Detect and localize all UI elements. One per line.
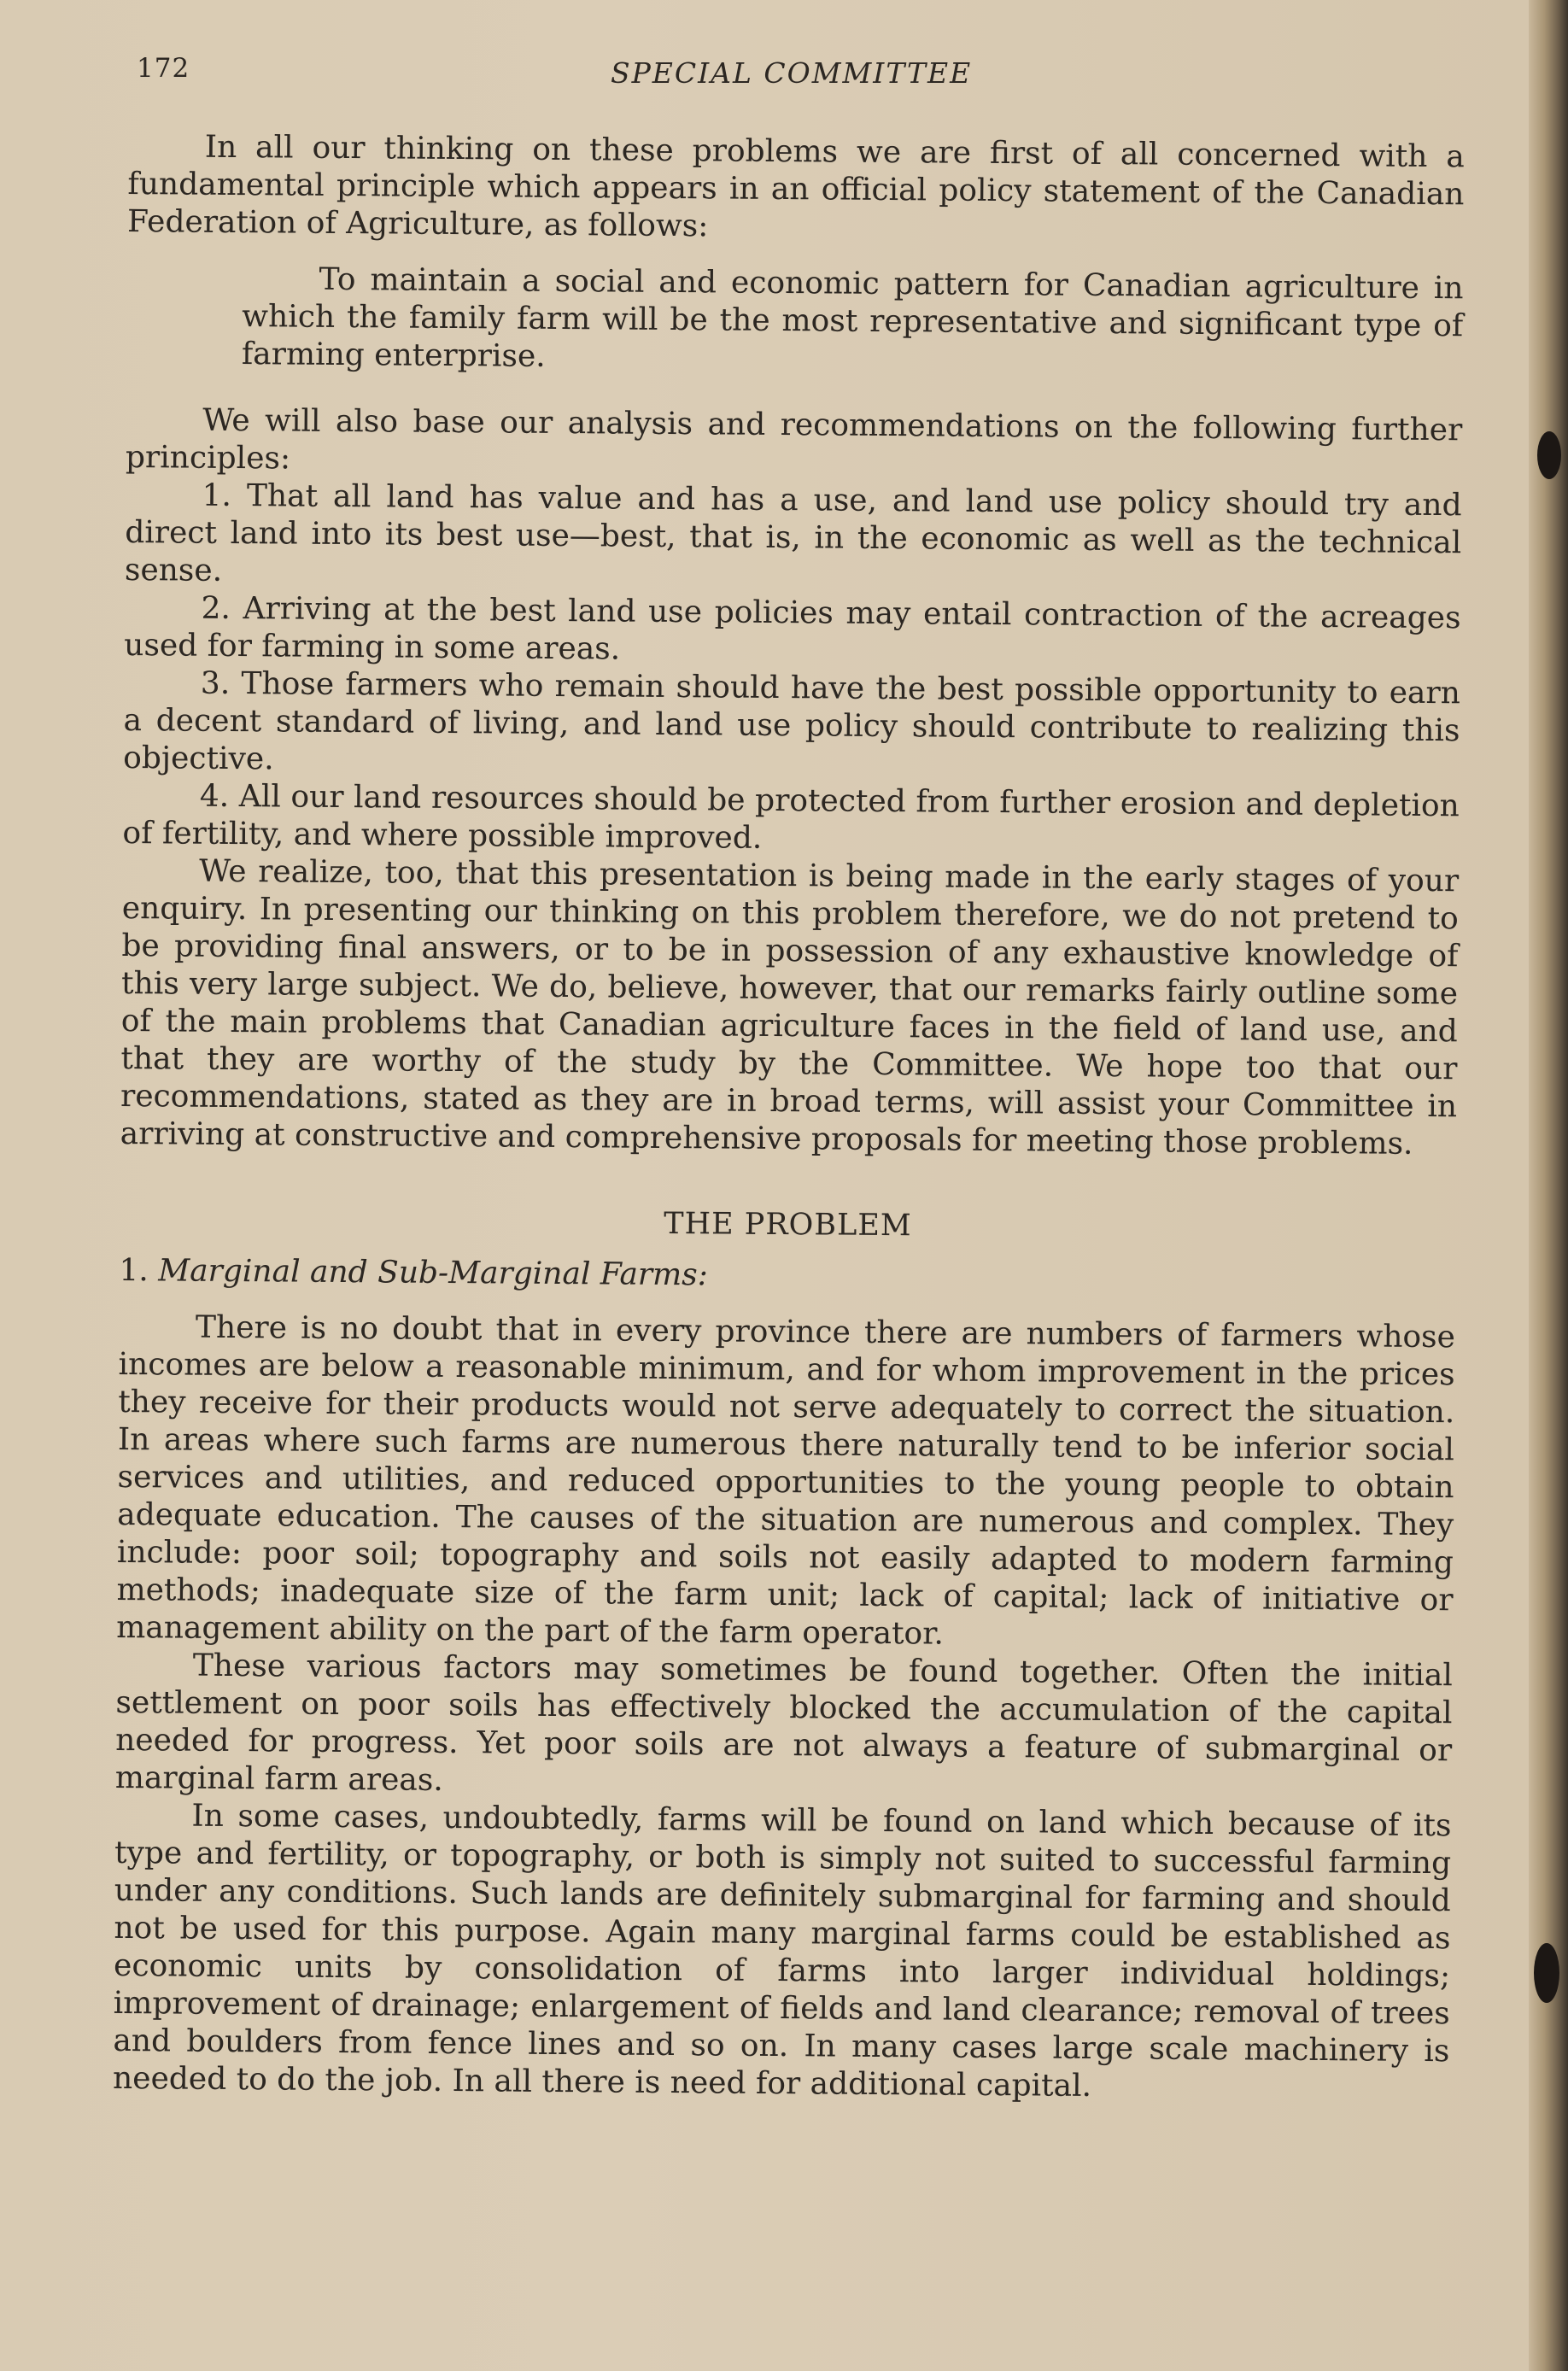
quote-text: To maintain a social and economic pattern for Canadian agriculture in which the family farm will be the most representative and significant type of farming enterprise. [241, 261, 1464, 374]
section-paragraph: These various factors may sometimes be found together. Often the initial settlement on poor soils has effectively blocked the accumulation of the capital needed for progress. Yet poor soils are not always a feature of submarginal or marginal farm areas. [114, 1648, 1453, 1798]
page-header [137, 53, 1469, 104]
principles-intro: We will also base our analysis and recommendations on the following further principles: [125, 402, 1463, 477]
principle-item: 1. That all land has value and has a use, and land use policy should try and direct land into its best use—best, that is, in the economic as well as the technical sense. [124, 477, 1462, 588]
running-head: SPECIAL COMMITTEE [611, 56, 973, 90]
section-paragraph: In some cases, undoubtedly, farms will be found on land which because of its type and fertility, or topography, or both is simply not suited to successful farming under any conditions. Such lands are definitely submarginal for farming and should not be used for this purpose. Again many marginal farms could be established as economic units by consolidation of farms into larger individual holdings; improvement of drainage; enlargement of fields and land clearance; removal of trees and boulders from fence lines and so on. In many cases large scale machinery is needed to do the job. In all there is need for additional capital. [112, 1798, 1452, 2104]
principle-item: 3. Those farmers who remain should have the best possible opportunity to earn a decent standard of living, and land use policy should contribute to realizing this objective. [123, 665, 1461, 777]
section-heading: THE PROBLEM [664, 1206, 912, 1244]
binding-clip-mark [1534, 1943, 1559, 2003]
realize-paragraph: We realize, too, that this presentation is being made in the early stages of your enquiry. In presenting our thinking on this problem therefore, we do not pretend to be providing final answers, or to be in possession of any exhaustive knowledge of this very large subject. We do, believe, however, that our remarks fairly outline some of the main problems that Canadian agriculture faces in the field of land use, and that they are worthy of the study by the Committee. We hope too that our recommendations, stated as they are in broad terms, will assist your Committee in arriving at constructive and comprehensive proposals for meeting those problems. [120, 853, 1460, 1162]
page-number: 172 [137, 53, 190, 84]
binding-clip-mark [1537, 431, 1561, 479]
principle-item: 4. All our land resources should be protected from further erosion and depletion of fertility, and where possible improved. [122, 778, 1460, 856]
intro-paragraph: In all our thinking on these problems we are first of all concerned with a fundamental principle which appears in an official policy statement of the Canadian Federation of Agriculture, as follows: [126, 129, 1465, 244]
block-quote [126, 260, 1464, 383]
page-body [113, 128, 1465, 2108]
subsection-number: 1. [119, 1252, 149, 1289]
section-paragraph: There is no doubt that in every province there are numbers of farmers whose incomes are below a reasonable minimum, and for whom improvement in the prices they receive for their products would not serve adequately to correct the situation. In areas where such farms are numerous there naturally tend to be inferior social services and utilities, and reduced opportunities to the young people to obtain adequate education. The causes of the situation are numerous and complex. They include: poor soil; topography and soils not easily adapted to modern farming methods; inadequate size of the farm unit; lack of capital; lack of initiative or management ability on the part of the farm operator. [116, 1309, 1456, 1652]
subsection-title: Marginal and Sub-Marginal Farms: [158, 1253, 708, 1293]
book-spine-shadow [1529, 0, 1568, 2371]
subsection-heading [119, 1252, 1455, 1300]
principle-item: 2. Arriving at the best land use policies may entail contraction of the acreages used for farming in some areas. [124, 590, 1461, 667]
